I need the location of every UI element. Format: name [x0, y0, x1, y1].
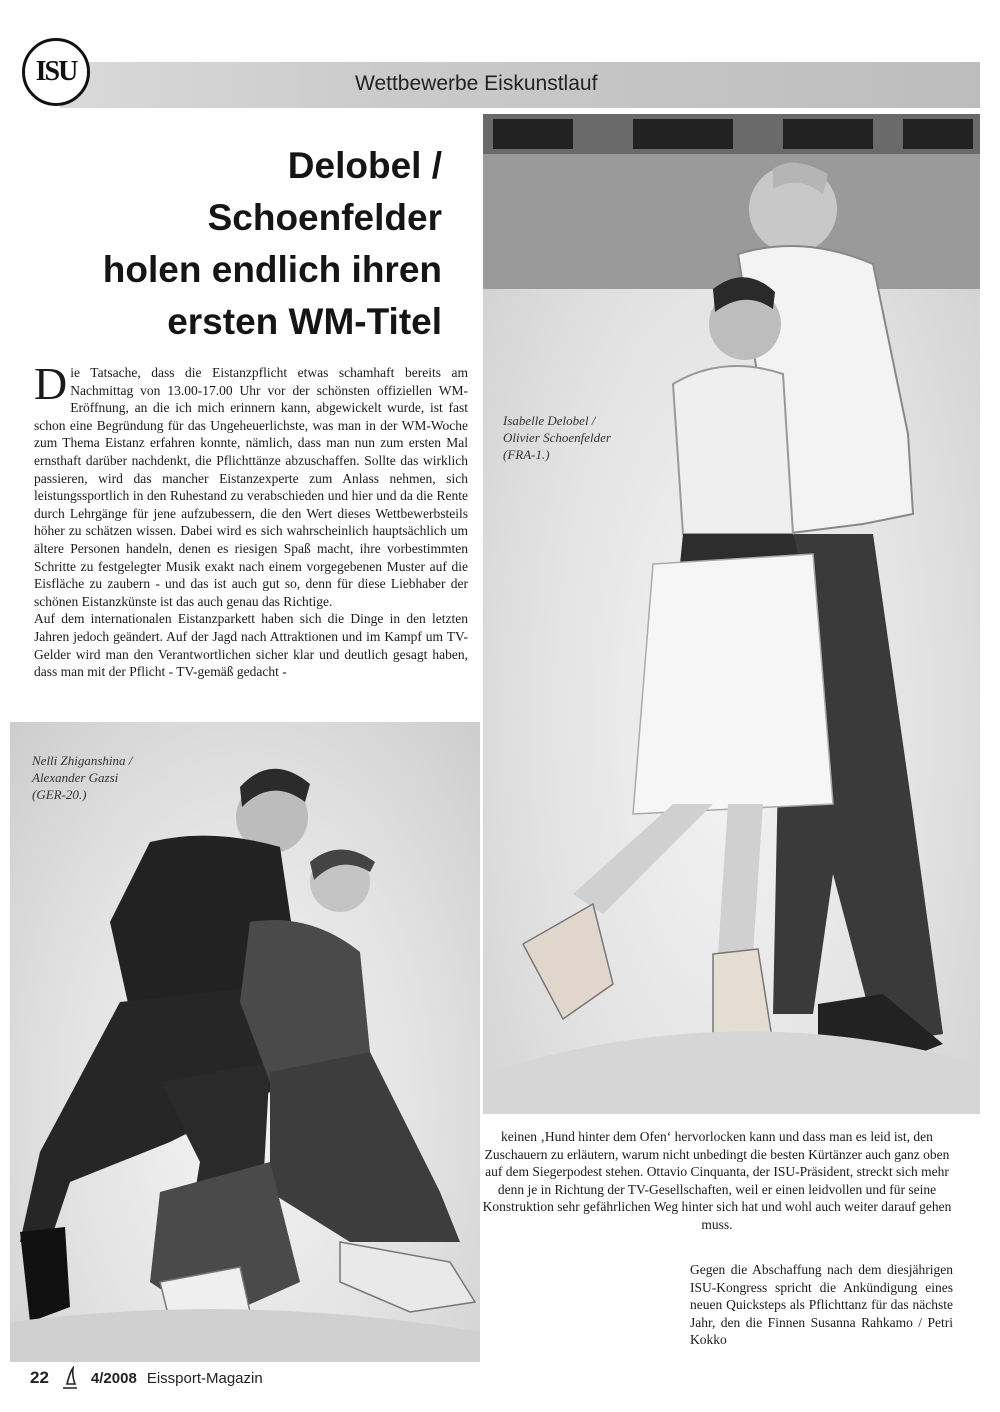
issue-number: 4/2008 — [90, 1369, 137, 1387]
article-continuation-2: Gegen die Abschaffung nach dem diesjährigen ISU-Kongress spricht die Ankündigung eines neuen Quicksteps als Pflichttanz für das nächste Jahr, den die Finnen Susanna Rahkamo / Petri Kokko — [690, 1262, 953, 1348]
caption-left-line-1: Nelli Zhiganshina / — [32, 753, 133, 768]
article-paragraph-2: Auf dem internationalen Eistanzparkett haben sich die Dinge in den letzten Jahren jedoch geändert. Auf der Jagd nach Attraktionen und im Kampf um TV-Gelder wird man den Verantwortlichen sicher klar und deutlich gesagt haben, dass man mit der Pflicht - TV-gemäß gedacht - — [34, 611, 468, 680]
article-paragraph-1 — [34, 358, 468, 610]
article-paragraph-1-text: ie Tatsache, dass die Eistanzpflicht etwas schamhaft bereits am Nachmittag von 13.00-17.00 Uhr vor der schönsten offiziellen WM-Eröffnung, an die ich mich erinnern kann, abgewickelt wurde, ist fast schon eine Begründung für das Ungeheuerlichste, was man in der WM-Woche zum Thema Eistanz erfahren konnte, nämlich, dass man nun zum ersten Mal ernsthaft darüber nachdenkt, die Pflichttänze abzuschaffen. Sollte das wirklich passieren, wird das mancher Eistanzexperte zum Anlass nehmen, sich leistungssportlich in den Ruhestand zu verabschieden und hier und da die Rente durch Lehrgänge für jene aufzubessern, die den Wert dieses Wettbewerbsteils höher zu schätzen wissen. Dabei wird es sich wahrscheinlich hauptsächlich um ältere Personen handeln, denen es riesigen Spaß macht, ihre vorbestimmten Schritte zu festgelegter Musik exakt nach einem vorgegebenen Muster auf die Eisfläche zu zaubern - und das ist auch gut so, denn für diese Liebhaber der schönen Eistanzkünste ist das auch genau das Richtige. — [34, 365, 468, 609]
article-body — [34, 358, 468, 681]
caption-right-line-1: Isabelle Delobel / — [503, 413, 596, 428]
isu-logo — [22, 38, 90, 106]
skater-emblem-icon — [59, 1366, 81, 1390]
caption-left-line-3: (GER-20.) — [32, 787, 87, 802]
skaters-illustration-right — [483, 114, 980, 1114]
photo-delobel-schoenfelder — [483, 114, 980, 1114]
photo-zhiganshina-gazsi — [10, 722, 480, 1362]
logo-text: ISU — [35, 56, 77, 87]
page-number: 22 — [30, 1368, 49, 1387]
caption-left — [32, 752, 132, 803]
headline-line-1: Delobel / — [287, 145, 442, 186]
skaters-illustration-left — [10, 722, 480, 1362]
drop-cap: D — [34, 358, 68, 409]
headline-line-2: Schoenfelder — [207, 197, 442, 238]
caption-right-line-2: Olivier Schoenfelder — [503, 430, 611, 445]
magazine-name: Eissport-Magazin — [146, 1369, 263, 1387]
caption-left-line-2: Alexander Gazsi — [32, 770, 119, 785]
page-footer — [30, 1366, 263, 1390]
caption-right-line-3: (FRA-1.) — [503, 447, 550, 462]
headline-line-3: holen endlich ihren — [102, 249, 442, 290]
headline — [40, 140, 442, 348]
headline-line-4: ersten WM-Titel — [167, 301, 442, 342]
caption-right — [503, 412, 611, 463]
article-continuation-1: keinen ‚Hund hinter dem Ofen‘ hervorlocken kann und dass man es leid ist, den Zuschauern zu erläutern, warum nicht unbedingt die besten Kürtänzer auch ganz oben auf dem Siegerpodest stehen. Ottavio Cinquanta, der ISU-Präsident, streckt sich mehr denn je in Richtung der TV-Gesellschaften, weil er einen leidvollen und für seine Konstruktion sehr gefährlichen Weg hinter sich hat und wohl auch weiter darauf gehen muss. — [482, 1129, 952, 1232]
section-title: Wettbewerbe Eiskunstlauf — [355, 72, 598, 95]
